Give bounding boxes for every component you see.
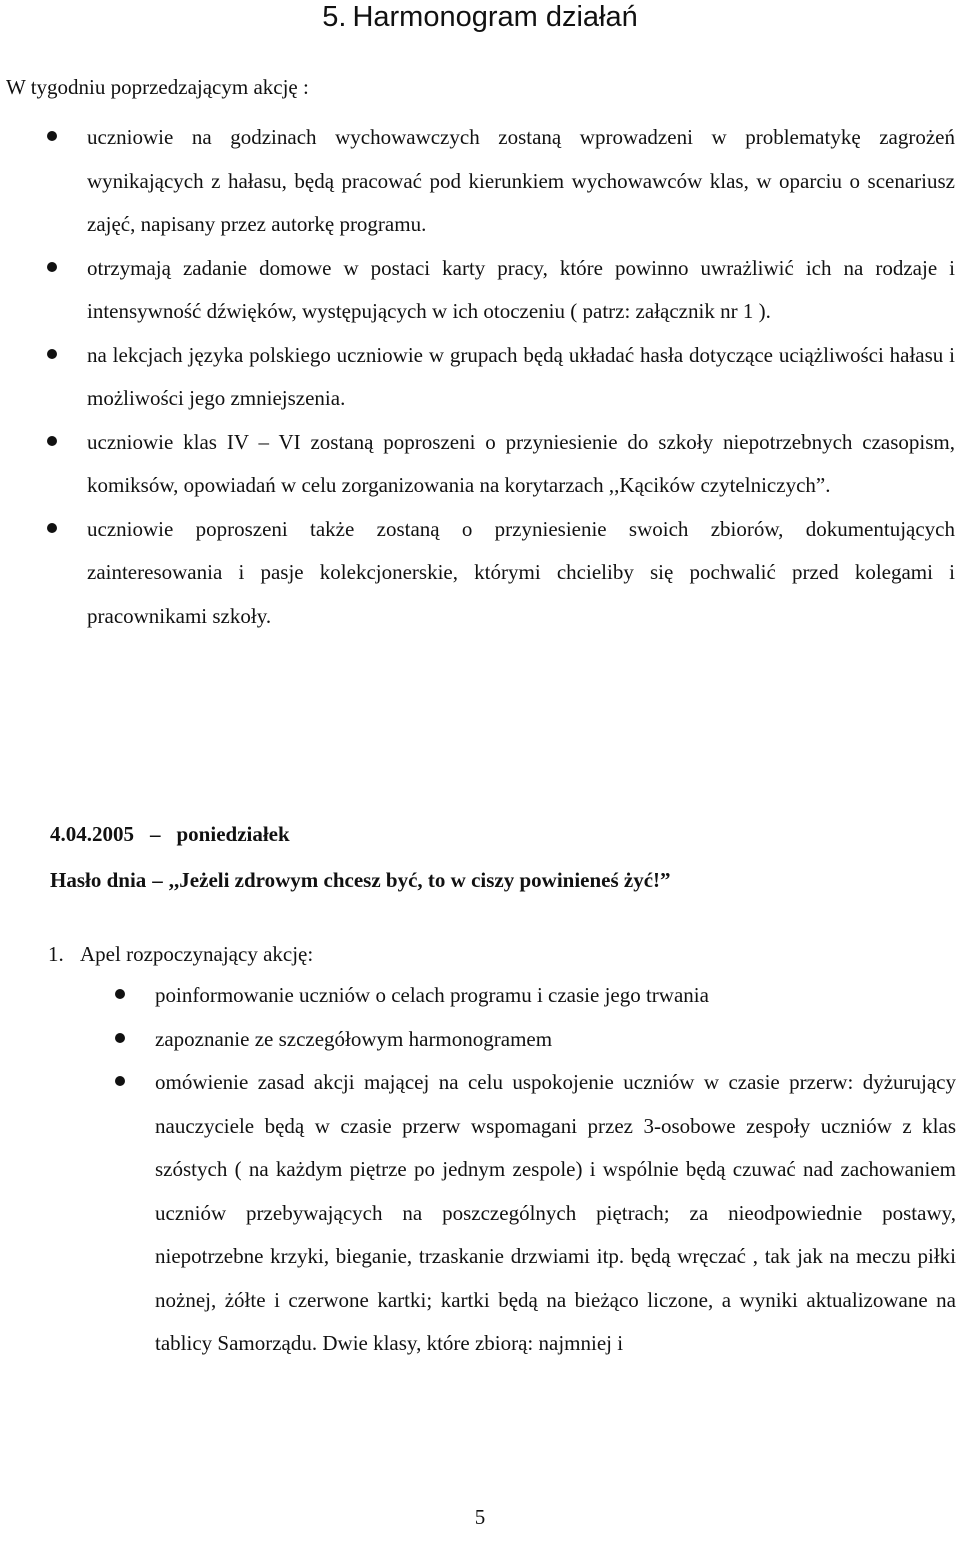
numbered-item (48, 936, 313, 972)
day-weekday: poniedziałek (176, 822, 290, 846)
list-item (0, 508, 955, 639)
motto-line (50, 862, 671, 898)
list-item-text: otrzymają zadanie domowe w postaci karty pracy, które powinno uwrażliwić ich na rodzaje i intensywność dźwięków, występujących w ich otoczeniu ( patrz: załącznik nr 1 ). (87, 255, 955, 323)
bullet-icon (47, 131, 57, 141)
bullet-icon (47, 436, 57, 446)
list-item-text: na lekcjach języka polskiego uczniowie w grupach będą układać hasła dotyczące uciążliwości hałasu i możliwości jego zmniejszenia. (87, 342, 955, 410)
motto-label: Hasło dnia (50, 868, 147, 892)
bullet-icon (115, 989, 125, 999)
bullet-icon (47, 523, 57, 533)
page-number: 5 (474, 1505, 486, 1529)
list-item-text: zapoznanie ze szczegółowym harmonogramem (155, 1026, 553, 1051)
list-item (0, 1018, 956, 1062)
bullet-icon (47, 349, 57, 359)
intro-text: W tygodniu poprzedzającym akcję : (6, 75, 309, 99)
assembly-list (0, 974, 960, 1366)
bullet-icon (115, 1033, 125, 1043)
list-item (0, 247, 955, 334)
list-item-text: omówienie zasad akcji mającej na celu uspokojenie uczniów w czasie przerw: dyżurujący nauczyciele będą w czasie przerw wspomagani przez 3-osobowe zespoły uczniów z klas szóstych ( na każdym piętrze po jednym zespole) i wspólnie będą czuwać nad zachowaniem uczniów przebywających na poszczególnych piętrach; za nieodpowiednie postawy, niepotrzebne krzyki, bieganie, trzaskanie drzwiami itp. będą wręczać , tak jak na meczu piłki nożnej, żółte i czerwone kartki; kartki będą na bieżąco liczone, a wyniki aktualizowane na tablicy Samorządu. Dwie klasy, które zbiorą: najmniej i (155, 1070, 956, 1355)
section-title: Harmonogram działań (352, 1, 638, 33)
motto-text: ,,Jeżeli zdrowym chcesz być, to w ciszy powinieneś żyć!” (168, 868, 671, 892)
day-date: 4.04.2005 (50, 822, 134, 846)
list-item-text: uczniowie poproszeni także zostaną o przyniesienie swoich zbiorów, dokumentujących zainteresowania i pasje kolekcjonerskie, którymi chcieliby się pochwalić przed kolegami i pracownikami szkoły. (87, 516, 955, 628)
preparation-list (0, 116, 960, 638)
list-item (0, 1061, 956, 1366)
day-heading (50, 816, 290, 852)
motto-separator: – (152, 868, 163, 892)
numbered-item-title: Apel rozpoczynający akcję: (80, 942, 314, 966)
list-item-text: poinformowanie uczniów o celach programu i czasie jego trwania (155, 983, 709, 1007)
list-item-text: uczniowie na godzinach wychowawczych zostaną wprowadzeni w problematykę zagrożeń wynikających z hałasu, będą pracować pod kierunkiem wychowawców klas, w oparciu o scenariusz zajęć, napisany przez autorkę programu. (87, 125, 955, 236)
list-item-text: uczniowie klas IV – VI zostaną poproszeni o przyniesienie do szkoły niepotrzebnych czasopism, komiksów, opowiadań w celu zorganizowania na korytarzach ,,Kącików czytelniczych”. (87, 429, 955, 497)
bullet-icon (115, 1076, 125, 1086)
section-heading (0, 0, 960, 34)
list-item (0, 421, 955, 508)
list-item (0, 116, 955, 247)
bullet-icon (47, 262, 57, 272)
day-separator: – (150, 822, 161, 846)
list-item (0, 974, 956, 1018)
list-item (0, 334, 955, 421)
numbered-item-number: 1. (48, 942, 64, 966)
section-number: 5. (322, 1, 347, 33)
